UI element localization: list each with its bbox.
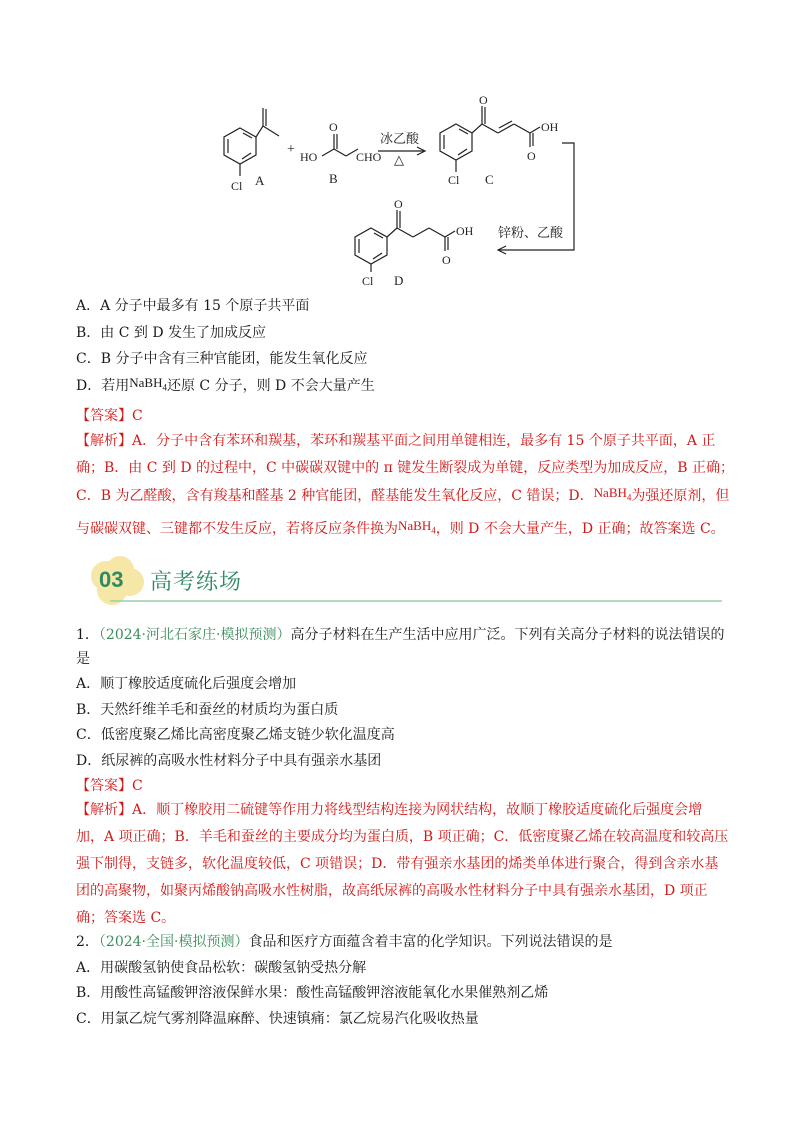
prev-exp-tag: 【解析】 (76, 433, 132, 449)
q1-number: 1． (76, 627, 99, 643)
q1-stem-line-1 (76, 624, 724, 644)
molecule-a-structure (224, 108, 279, 176)
label-c: C (485, 172, 494, 187)
q1-source: （2024·河北石家庄·模拟预测） (98, 627, 291, 643)
label-d: D (394, 273, 404, 288)
molecule-d-o-acid: O (442, 253, 451, 267)
molecule-c-oh: OH (541, 120, 559, 134)
molecule-c-cl: Cl (448, 173, 460, 187)
prev-option-d-pre: D．若用 (76, 378, 130, 394)
molecule-b-o: O (329, 120, 338, 134)
q1-stem-line-2: 是 (76, 651, 90, 667)
q1-option-d: D．纸尿裤的高吸水性材料分子中具有强亲水基团 (76, 753, 382, 769)
molecule-c-o-ketone: O (479, 93, 488, 107)
section-title: 高考练场 (150, 570, 243, 595)
q1-answer: 【答案】C (76, 778, 143, 794)
molecule-b-structure (322, 134, 358, 156)
reaction-scheme (0, 0, 800, 300)
molecule-b-ho: HO (300, 150, 318, 164)
prev-option-d-post: 还原 C 分子，则 D 不会大量产生 (166, 378, 375, 394)
q1-explanation: 【解析】A．顺丁橡胶用二硫键等作用力将线型结构连接为网状结构，故顺丁橡胶适度硫化后强度会增 加，A 项正确；B．羊毛和蚕丝的主要成分均为蛋白质，B 项正确；C．低密度聚乙烯在较高温度和较高压 强下制得，支链多，软化温度较低，C 项错误；D．带有强亲水基团的烯类单体进行聚合，得到含亲水基 团的高聚物，如聚丙烯酸钠高吸水性树脂，故高纸尿裤的高吸水性材料分子中具有强亲水基团，D 项正 确；答案选 C。 (76, 802, 729, 926)
molecule-a-cl: Cl (231, 179, 243, 193)
molecule-d-cl: Cl (362, 274, 374, 288)
prev-option-a: A．A 分子中最多有 15 个原子共平面 (76, 298, 310, 314)
q2-number: 2． (76, 934, 99, 950)
molecule-d-o-ketone: O (394, 197, 403, 211)
q2-option-c: C．用氯乙烷气雾剂降温麻醉、快速镇痛：氯乙烷易汽化吸收热量 (76, 1011, 479, 1027)
plus-sign: + (287, 142, 295, 157)
label-b: B (329, 171, 338, 186)
molecule-c-o-acid: O (527, 149, 536, 163)
q1-option-a: A．顺丁橡胶适度硫化后强度会增加 (76, 676, 297, 692)
nabh4-formula-3: NaBH$_4$ (398, 517, 436, 536)
q1-stem-text: 高分子材料在生产生活中应用广泛。下列有关高分子材料的说法错误的 (290, 627, 725, 643)
molecule-c-structure (440, 106, 540, 172)
section-header (82, 556, 722, 610)
reaction-scheme-drawing (0, 0, 800, 300)
q2-source: （2024·全国·模拟预测） (98, 934, 249, 950)
molecule-b-cho: CHO (356, 150, 382, 164)
nabh4-formula-2: NaBH$_4$ (593, 485, 632, 503)
q1-option-c: C．低密度聚乙烯比高密度聚乙烯支链少软化温度高 (76, 727, 395, 743)
prev-option-d (76, 375, 375, 396)
condition-1-top: 冰乙酸 (380, 131, 420, 146)
prev-answer: 【答案】C (76, 408, 143, 424)
q2-option-b: B．用酸性高锰酸钾溶液保鲜水果：酸性高锰酸钾溶液能氧化水果催熟剂乙烯 (76, 985, 549, 1001)
q2-stem-text: 食品和医疗方面蕴含着丰富的化学知识。下列说法错误的是 (248, 934, 613, 950)
molecule-d-structure (355, 210, 455, 272)
q2-stem (76, 931, 612, 951)
prev-option-b: B．由 C 到 D 发生了加成反应 (76, 325, 267, 341)
label-a: A (255, 173, 265, 188)
condition-2: 锌粉、乙酸 (498, 225, 564, 240)
condition-1-bottom: △ (394, 152, 404, 167)
prev-explanation: 【解析】A．分子中含有苯环和羰基，苯环和羰基平面之间用单键相连，最多有 15 个原子共平面，A 正 确；B．由 C 到 D 的过程中，C 中碳碳双键中的 π 键发生断裂成为单键，反应类型为加成反应，B 正确； C．B 为乙醛酸，含有羧基和醛基 2 种官能团，醛基能发生氧化反应，C 错误；D．NaBH$_4$为强还原剂，但 与碳碳双键、三键都不发生反应，若将反应条件换为NaBH$_4$，则 D 不会大量产生，D 正确；故答案选 C。 (76, 433, 735, 537)
prev-option-c: C．B 分子中含有三种官能团，能发生氧化反应 (76, 351, 368, 367)
section-number: 03 (99, 567, 124, 592)
q1-exp-tag: 【解析】 (76, 802, 132, 818)
molecule-d-oh: OH (456, 224, 474, 238)
q2-option-a: A．用碳酸氢钠使食品松软：碳酸氢钠受热分解 (76, 960, 367, 976)
q1-option-b: B．天然纤维羊毛和蚕丝的材质均为蛋白质 (76, 702, 339, 718)
nabh4-formula: NaBH$_4$ (129, 375, 167, 393)
